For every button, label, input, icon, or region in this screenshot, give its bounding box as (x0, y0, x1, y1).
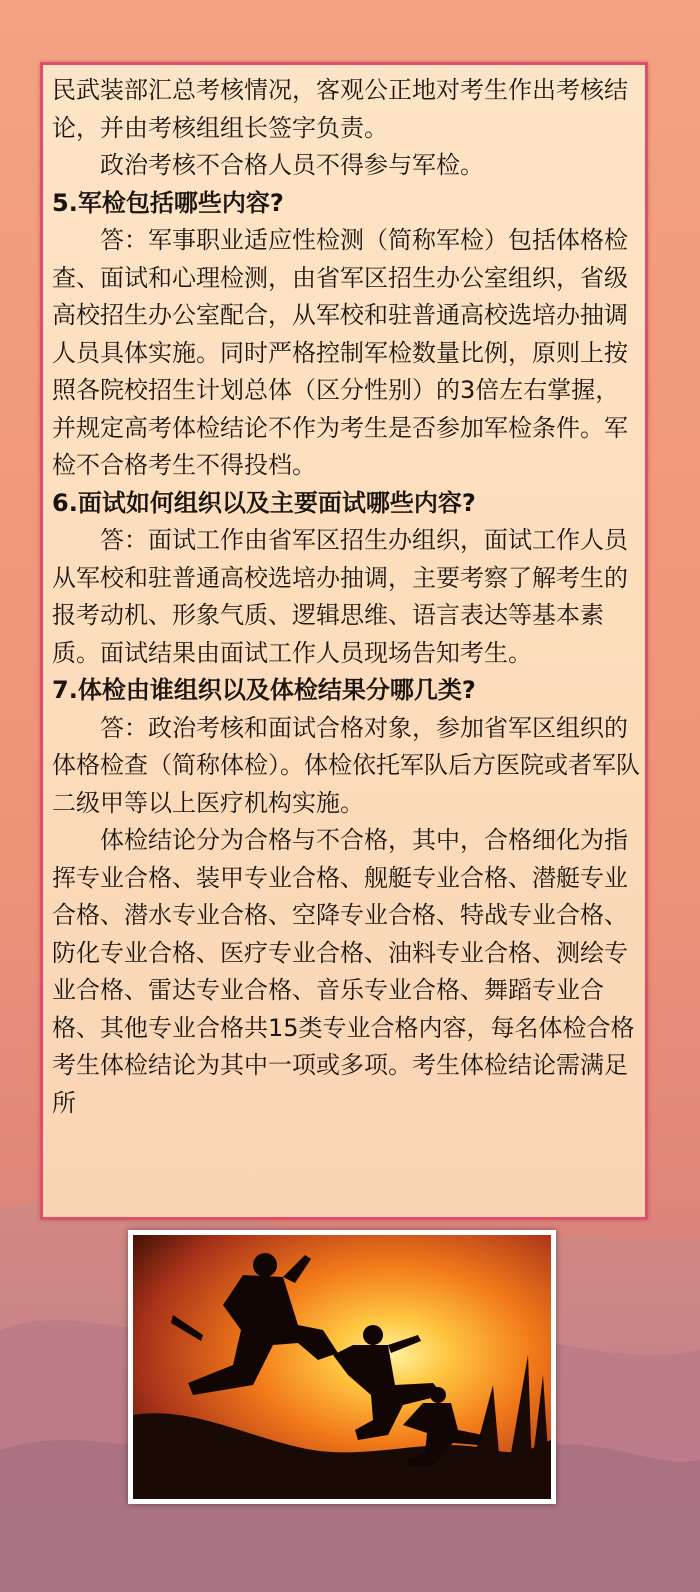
answer-5: 答：军事职业适应性检测（简称军检）包括体格检查、面试和心理检测，由省军区招生办公室组织，省级高校招生办公室配合，从军校和驻普通高校选培办抽调人员具体实施。同时严格控制军检数量比例，原则上按照各院校招生计划总体（区分性别）的3倍左右掌握，并规定高考体检结论不作为考生是否参加军检条件。军检不合格考生不得投档。 (52, 226, 628, 479)
answer-7-classification: 体检结论分为合格与不合格，其中，合格细化为指挥专业合格、装甲专业合格、舰艇专业合格、潜艇专业合格、潜水专业合格、空降专业合格、特战专业合格、防化专业合格、医疗专业合格、油料专业合格、测绘专业合格、雷达专业合格、音乐专业合格、舞蹈专业合格、其他专业合格共15类专业合格内容，每名体检合格考生体检结论为其中一项或多项。考生体检结论需满足所 (52, 826, 635, 1117)
paragraph-political-check: 政治考核不合格人员不得参与军检。 (100, 151, 484, 179)
article-content (52, 72, 642, 1122)
soldiers-photo (128, 1230, 556, 1504)
paragraph-continuation: 民武装部汇总考核情况，客观公正地对考生作出考核结论，并由考核组组长签字负责。 (52, 76, 628, 142)
question-6-heading: 6.面试如何组织以及主要面试哪些内容? (52, 488, 476, 517)
answer-7: 答：政治考核和面试合格对象，参加省军区组织的体格检查（简称体检）。体检依托军队后方医院或者军队二级甲等以上医疗机构实施。 (52, 713, 640, 817)
question-5-heading: 5.军检包括哪些内容? (52, 188, 284, 217)
sunset-jumping-soldiers-image (133, 1235, 551, 1499)
question-7-heading: 7.体检由谁组织以及体检结果分哪几类? (52, 676, 476, 704)
answer-6: 答：面试工作由省军区招生办组织，面试工作人员从军校和驻普通高校选培办抽调，主要考察了解考生的报考动机、形象气质、逻辑思维、语言表达等基本素质。面试结果由面试工作人员现场告知考生。 (52, 526, 628, 667)
